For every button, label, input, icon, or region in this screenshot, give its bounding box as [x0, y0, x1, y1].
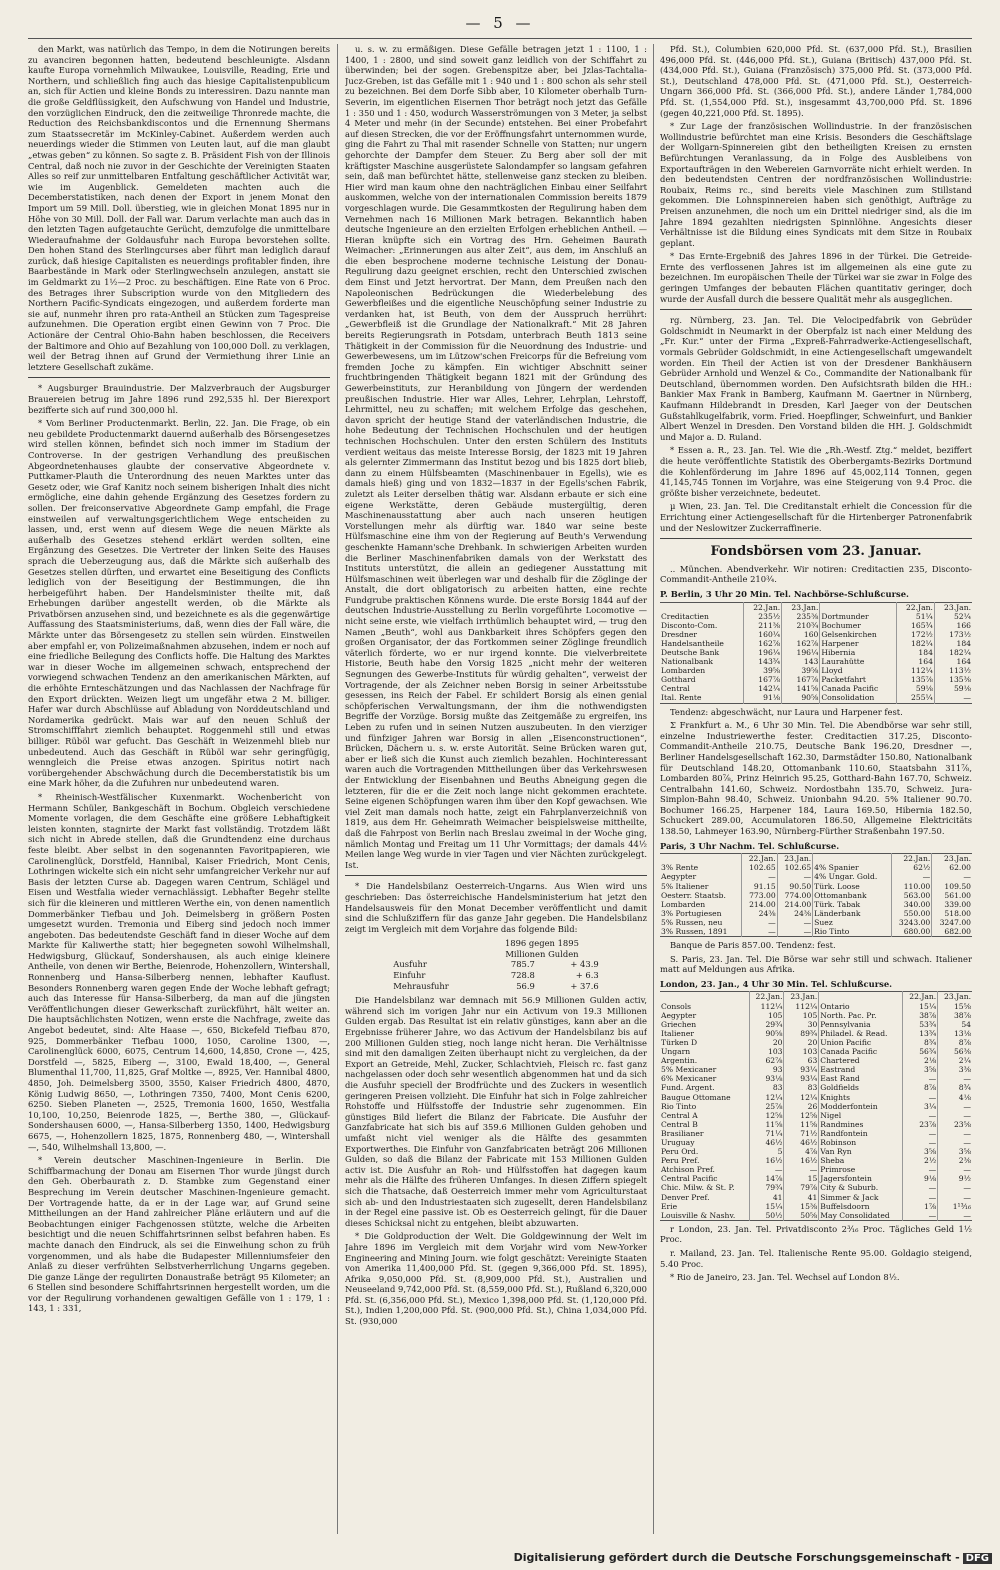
- table-row: 6% Mexicaner 93⅛ 93¼ East Rand — —: [661, 1074, 971, 1084]
- table-row: Creditactien 235½ 235⅜ Dortmunder 51¼ 52¼: [661, 611, 971, 621]
- london-heading: London, 23. Jan., 4 Uhr 30 Min. Tel. Schlußcurse.: [660, 978, 893, 989]
- table-row: Central B 11⅝ 11⅝ Randmines 23⅞ 23⅝: [661, 1119, 971, 1129]
- table-row: Denver Pref. 41 41 Simmer & Jack — —: [661, 1192, 971, 1202]
- table-row: Lombarden 39⅝ 39⅝ Lloyd 112¼ 113½: [661, 666, 971, 676]
- article-ernte-tuerkei: * Das Ernte-Ergebniß des Jahres 1896 in der Türkei. Die Getreide-Ernte des verflossenen Jahres ist im allgemeinen als eine gute zu bezeichnen. Im europäischen Theile der Türkei war sie zwar in Folge des geringen Umfanges der bebauten Flächen quantitativ geringer, doch wurde der Ausfall durch die bessere Qualität mehr als ausgeglichen.: [660, 251, 972, 304]
- article-paragraph: u. s. w. zu ermäßigen. Diese Gefälle betragen jetzt 1 : 1100, 1 : 1400, 1 : 2800, und sind soweit ganz leidlich von der Schiffahrt zu überwinden; bei der sogen. Grebenspitze aber, bei Jzlas-Tachtalia-Jucz-Greben, ist das Gefälle mit 1 : 940 und 1 : 800 schon als sehr steil zu bezeichnen. Bei dem Dorfe Sibb aber, 10 Kilometer oberhalb Turn-Severin, im eigentlichen Eisernen Thor beträgt noch jetzt das Gefälle 1 : 350 und 1 : 450, wodurch Wasserströmungen von 3 Meter, ja selbst 4 Meter und mehr (in der Secunde) entstehen. Bei einer Probefahrt auf diesen Strecken, die vor der Eröffnungsfahrt unternommen wurde, ging die Fahrt zu Thal mit rasender Schnelle von Statten; nur ungern gehorchte der Dampfer dem Steuer. Zu Berg aber soll der mit kräftigster Maschine ausgerüstete Salondampfer so langsam gefahren sein, daß man befürchtet hätte, stellenweise ganz stecken zu bleiben. Hier wird man kaum ohne den nachträglichen Einbau einer Seilfahrt auskommen, welche von der internationalen Commission bereits 1879 vorgeschlagen wurde. Die Gesammtkosten der Regulirung haben dem Vernehmen nach 16 Millionen Mark betragen. Bekanntlich haben deutsche Ingenieure an den erzielten Erfolgen erheblichen Antheil. — Hieran knüpfte sich ein Vortrag des Hrn. Geheimen Baurath Weimacher: „Erinnerungen aus alter Zeit“, aus dem, im Anschluß an die eben besprochene moderne technische Leistung der Donau-Regulirung dazu geeignet erschien, recht den Unterschied zwischen dem Einst und Jetzt hervortrat. Der Mann, dem Preußen nach den Napoleonischen Bedrückungen die Wiederbelebung des Gewerbfleißes und die eigentliche Neuschöpfung seiner Industrie zu verdanken hat, ist Beuth, von dem der Ausspruch herrührt: „Gewerbfleiß ist die Grundlage der Nationalkraft.“ Mit 28 Jahren bereits Regierungsrath in Potsdam, unterbrach Beuth 1813 seine Thätigkeit in der Commission für die Neuordnung des Industrie- und Gewerbewesens, um im Lützow'schen Freicorps für die Befreiung vom fremden Joche zu kämpfen. Ein wichtiger Abschnitt seiner fruchtbringenden Thätigkeit begann 1821 mit der Gründung des Gewerbeinstituts, zur Heranbildung von Jüngern der werdenden preußischen Industrie. Hier war Alles, Lehrer, Lehrplan, Lehrstoff, Lehrmittel, neu zu schaffen; mit welchem Erfolge das geschehen, davon spricht der heutige Stand der vaterländischen Industrie, die hohe Bedeutung der Technischen Hochschulen und der heutigen technischen Hochschulen. Unter den ersten Schülern des Instituts verdient weitaus das meiste Interesse Borsig, der 1823 mit 19 Jahren als gelernter Zimmermann das Institut bezog und bis 1825 dort blieb, dann zu einem Hülfsbeamten (Maschinenbauer in Egells), wie es damals hieß) ging und von 1832—1837 in der Egells'schen Fabrik, zuletzt als Leiter derselben thätig war. Alsdann erbaute er sich eine eigene Werkstätte, deren Gebäude mustergültig, deren Maschinenausstattung aber auch nach unseren heutigen Vorstellungen mehr als dürftig war. 1840 war seine beste Hülfsmaschine eine ihm von der Regierung auf Beuth's Verwendung geschenkte Hamann'sche Drehbank. In schwierigen Arbeiten wurden die Berliner Maschinenfabriken damals von der Werkstatt des Instituts unterstützt, die allein an gediegener Ausstattung mit Hülfsmaschinen weit überlegen war und deshalb für die Zöglinge der Anstalt, die dort obligatorisch zu arbeiten hatten, eine rechte Fundgrube praktischen Könnens wurde. Die erste Borsig 1844 auf der deutschen Industrie-Ausstellung zu Berlin vorgeführte Locomotive — nicht seine erste, wie vielfach irrthümlich behauptet wird, — trug den Namen „Beuth“, wohl aus Dankbarkeit ihres Schöpfers gegen den großen Organisator, der das Fortkommen seiner Zöglinge freundlich väterlich förderte, wo er nur irgend konnte. Die vielverbreitete Historie, Beuth habe den Vorsig 1825 „nicht mehr der weiteren Segnungen des Gewerbe-Instituts für würdig gehalten“, verweist der Vortragende, der als Zeichner neben Borsig in seiner Arbeitsstube gesessen, ins Reich der Fabel. Er schildert Borsig als einen genial schöpferischen Verwaltungsmann, der ihm die nothwendigsten Begriffe der Vorzüge. Borsig mußte das Zeitgemäße zu ergreifen, ins Leben zu rufen und in seinen Nutzen auszubeuten. In den vierziger und fünfziger Jahren war Borsig in allen „Eisenconstructionen“, Brücken, Dächern u. s. w. erste Autorität. Seine Brücken waren gut, aber er ließ sich die Kunst auch ziemlich bezahlen. Hochinteressant waren auch die Vortragenden Mittheilungen über das Verkehrswesen der Entwicklung der Eisenbahnen und Beuths Abneigung gegen die letzteren, für die er die Zeit noch lange nicht gekommen erachtete. Seine eigenen Schöpfungen waren ihm über den Kopf gewachsen. Wie viel Zeit man damals noch hatte, zeigt ein Fahrplanverzeichniß von 1819, aus dem Hr. Geheimrath Weimacher beispielsweise mittheilte, daß die Fahrpost von Berlin nach Breslau zweimal in der Woche ging, nämlich Montag und Freitag um 11 Uhr Vormittags; der damals 44½ Meilen lange Weg wurde in vier Tagen und vier Nächten zurückgelegt. Ist.: [345, 44, 647, 870]
- separator: [660, 309, 972, 310]
- table-row: Türken D 20 20 Union Pacific 8¾ 8⅞: [661, 1037, 971, 1047]
- column-divider: [337, 44, 338, 1534]
- market-muenchen: .. München. Abendverkehr. Wir notiren: Creditactien 235, Disconto-Commandit-Antheile 210¾.: [660, 563, 972, 585]
- table-row: Peru Pref. 16½ 16½ Sheba 2½ 2⅜: [661, 1156, 971, 1166]
- market-london: r London, 23. Jan. Tel. Privatdisconto 2³⁄₁₆ Proc. Tägliches Geld 1½ Proc.: [660, 1223, 972, 1245]
- berlin-tendenz: Tendenz: abgeschwächt, nur Laura und Harpener fest.: [670, 706, 903, 717]
- article-augsburger-brauindustrie: * Augsburger Brauindustrie. Der Malzverbrauch der Augsburger Brauereien betrug im Jahre 1896 rund 292,535 hl. Der Bierexport bezifferte sich auf rund 300,000 hl.: [28, 383, 330, 415]
- table-row: 5% Russen, neu — — Suez 3243.00 3247.00: [661, 917, 971, 927]
- table-row: Louisville & Nashv. 50½ 50⅝ May Consolidated — —: [661, 1210, 971, 1220]
- table-header-row: 22.Jan. 23.Jan. 22.Jan. 23.Jan.: [660, 854, 972, 864]
- table-row: Ausfuhr 785.7 + 43.9: [393, 959, 599, 970]
- article-paragraph: Pfd. St.), Columbien 620,000 Pfd. St. (637,000 Pfd. St.), Brasilien 496,000 Pfd. St. (446,000 Pfd. St.), Guiana (Britisch) 437,000 Pfd. St. (434,000 Pfd. St.), Guiana (Französisch) 375,000 Pfd. St. (373,000 Pfd. St.), Deutschland 478,000 Pfd. St. (471,000 Pfd. St.), Oesterreich-Ungarn 366,000 Pfd. St. (366,000 Pfd. St.), andere Länder 1,784,000 Pfd. St. (1,554,000 Pfd. St.), insgesammt 43,700,000 Pfd. St. 1896 (gegen 40,221,000 Pfd. St. 1895).: [660, 44, 972, 118]
- page-number: — 5 —: [465, 14, 535, 32]
- table-header: 1896 gegen 1895: [504, 938, 579, 949]
- table-row: Peru Ord. 5 4⅞ Van Ryn 3⅝ 3⅝: [661, 1147, 971, 1157]
- article-wollindustrie: * Zur Lage der französischen Wollindustrie. In der französischen Wollindustrie befürchtet man eine Krisis. Besonders die Geschäftslage der Wollgarn-Spinnereien gibt den betheiligten Kreisen zu ernsten Befürchtungen Veranlassung, da in Folge des Ausbleibens von Exportaufträgen in den Webereien Garnvorräte nicht erhielt werden. In den bedeutendsten Centren der nordfranzösischen Wollindustrie: Roubaix, Reims rc., sind bereits viele Maschinen zum Stillstand gekommen. Die Lohnspinnereien haben sich genöthigt, Aufträge zu Preisen anzunehmen, die noch um ein Drittel niedriger sind, als die im Jahre 1894 gezahlten niedrigsten Spinnlöhne. Angesichts dieser Verhältnisse ist die Bildung eines Syndicats mit dem Sitze in Roubaix geplant.: [660, 121, 972, 248]
- table-row: Deutsche Bank 196¼ 196¼ Hibernia 184 182¼: [661, 647, 971, 657]
- column-left: [28, 44, 330, 1534]
- handelsbilanz-table: [390, 938, 601, 991]
- market-frankfurt: Σ Frankfurt a. M., 6 Uhr 30 Min. Tel. Die Abendbörse war sehr still, einzelne Industriewerthe fester. Creditactien 317.25, Disconto-Commandit-Antheile 210.75, Deutsche Bank 196.20, Dresdner —, Berliner Handelsgesellschaft 162.30, Darmstädter 150.80, Nationalbank für Deutschland 148.20, Ottomanbank 110.60, Staatsbahn 311⅞, Lombarden 80⅞, Prinz Heinrich 95.25, Gotthard-Bahn 167.70, Schweiz. Centralbahn 141.60, Schweiz. Nordostbahn 135.70, Schweiz. Jura-Simplon-Bahn 98.40, Schweiz. Unionbahn 94.20. 5% Italiener 90.70. Bochumer 166.25, Harpener 184, Laura 169.50, Hibernia 182.50, Schuckert 289.00, Accumulatoren 186.50, Allgemeine Elektricitäts 138.50, Lahmeyer 163.90, Nürnberg-Fürther Straßenbahn 197.50.: [660, 720, 972, 837]
- table-row: 3% Portugiesen 24⅜ 24⅜ Länderbank 550.00 518.00: [661, 908, 971, 918]
- table-row: Aegypter — — 4% Ungar. Gold. — —: [661, 872, 971, 882]
- table-row: Atchison Pref. — — Primrose — —: [661, 1165, 971, 1175]
- market-mailand: r. Mailand, 23. Jan. Tel. Italienische Rente 95.00. Goldagio steigend, 5.40 Proc.: [660, 1248, 972, 1269]
- dfg-logo: DFG: [963, 1553, 992, 1564]
- table-row: Brasilianer 71¼ 71½ Randfontein — —: [661, 1128, 971, 1138]
- table-row: Central A 12⅝ 12⅝ Nigel — —: [661, 1110, 971, 1120]
- article-kuxenmarkt: * Rheinisch-Westfälischer Kuxenmarkt. Wochenbericht von Hermann Schüler, Bankgeschäft in Bochum. Obgleich verschiedene Momente vorlagen, die dem Geschäfte eine größere Lebhaftigkeit leisten konnten, stagnirte der Markt fast vollständig. Trotzdem läßt sich nicht in Abrede stellen, daß die Grundtendenz eine durchaus feste bleibt. Aber selbst in den sogenannten Favoritpapieren, wie Carolinenglück, Dorstfeld, Hannibal, Kaiser Friedrich, Mont Cenis, Lothringen wickelte sich ein nicht sehr umfangreicher Verkehr nur auf Basis der letzten Curse ab. Dagegen waren Centrum, Schlägel und Eisen und Westfalia wieder vernachlässigt. Lebhafter Begehr stellte sich für die kleineren und mittleren Werthe ein, von denen namentlich Dommerbänker Tiefbau und Joh. Deimelsberg in größern Posten umgesetzt wurden. Tremonia und Eiberg sind jedoch noch immer angeboten. Das bedeutendste Geschäft fand in dieser Woche auf dem Markte für Kaliwerthe statt; hier begegneten sowohl Wilhelmshall, Hedwigsburg, Glückauf, Sondershausen, als auch einige kleinere Antheile, von denen wir Berthe, Beienrode, Hohenzollern, Wintershall, Ronnenberg und Hansa-Silberberg nennen, lebhafter Kauflust. Besonders Ronnenberg waren gegen Ende der Woche lebhaft gefragt; auch das Interesse für Hansa-Silberberg, da man auf die jüngsten Veröffentlichungen dieser Gewerkschaft zurückführt, hält weiter an. Die hauptsächlichsten Notizen, wenn erste die Nachfrage, zweite das Angebot bedeutet, sind: Alte Haase —, 650, Bickefeld Tiefbau 870, 925, Dommerbänker Tiefbau 1000, 1050, Caroline 1300, —, Carolinenglück 6000, 6075, Centrum 14,600, 14,850, Crone —, 425, Dorstfeld —, 5825, Eiberg —, 3100, Ewald 18,400, —, General Blumenthal 11,700, 11,825, Graf Moltke —, 8925, Ver. Hannibal 4800, 4850, Joh. Deimelsberg 3500, 3550, Kaiser Friedrich 4800, 4870, König Ludwig 8650, —, Lothringen 7350, 7400, Mont Cenis 6200, 6250. Sieben Planeten —, 2525, Tremonia 1600, 1650, Westfalia 10,100, 10,250, Beienrode 1825, —, Berthe 380, —, Glückauf-Sondershausen 6000, —, Hansa-Silberberg 1350, 1400, Hedwigsburg 6675, —, Hohenzollern 1825, 1875, Ronnenberg 480, —, Wintershall —, 540, Wilhelmshall 13,800, —.: [28, 791, 330, 1152]
- column-divider: [653, 44, 654, 1534]
- article-maschinen-ingenieure: * Verein deutscher Maschinen-Ingenieure in Berlin. Die Schiffbarmachung der Donau am Eisernen Thor wurde jüngst durch den Geh. Oberbaurath z. D. Stambke zum Gegenstand einer Besprechung im Verein deutscher Maschinen-Ingenieure gemacht. Der Vortragende hatte, da er in der Lage war, auf Grund seine Mittheilungen an der Hand zahlreicher Pläne erläutern und auf die Beobachtungen einiger Fachgenossen stützte, welche die Arbeiten besichtigt und die neuen Schiffahrtsrinnen selbst befahren haben. Es machte danach den Eindruck, als sei die Einweihung schon zu früh vorgenommen, und als habe die Budapester Millenniumsfeier den Anlaß zu dieser verfrühten Selbstverherrlichung Ungarns gegeben. Die ganze Länge der regulirten Donaustraße beträgt 95 Kilometer; an 6 Stellen sind besondere Schiffahrtsrinnen hergestellt worden, um die vor der Regulirung vorhandenen gewaltigen Gefälle von 1 : 179, 1 : 143, 1 : 331,: [28, 1155, 330, 1314]
- article-handelsbilanz: * Die Handelsbilanz Oesterreich-Ungarns. Aus Wien wird uns geschrieben: Das österreichische Handelsministerium hat jetzt den Handelsausweis für den Monat December veröffentlicht und damit sind die Schlußziffern für das ganze Jahr gegeben. Die Handelsbilanz zeigt im Vergleich mit dem Vorjahre das folgende Bild:: [345, 881, 647, 934]
- berlin-table: [660, 602, 972, 704]
- table-row: Central Pacific 14⅞ 15 Jagersfontein 9⅛ 9½: [661, 1174, 971, 1184]
- market-rio: * Rio de Janeiro, 23. Jan. Tel. Wechsel auf London 8½.: [670, 1272, 900, 1283]
- table-row: Erie 15¼ 15⅜ Buffelsdoorn 1⅞ 1¹³⁄₁₆: [661, 1201, 971, 1211]
- column-middle: [345, 44, 647, 1534]
- table-row: 3% Russen, 1891 — — Rio Tinto 680.00 682.00: [661, 927, 971, 936]
- separator: [28, 377, 330, 378]
- berlin-heading: P. Berlin, 3 Uhr 20 Min. Tel. Nachbörse-Schlußcurse.: [660, 588, 909, 599]
- table-header-row: 22.Jan. 23.Jan. 22.Jan. 23.Jan.: [660, 992, 972, 1002]
- paris-heading: Paris, 3 Uhr Nachm. Tel. Schlußcurse.: [660, 840, 840, 851]
- table-row: Italiener 90⅝ 89¾ Philadel. & Read. 13¾ 13⅛: [661, 1028, 971, 1038]
- table-row: Argentin. 62⅞ 63 Chartered 2⅛ 2¼: [661, 1056, 971, 1066]
- table-row: Nationalbank 143¾ 143 Laurahütte 164 164: [661, 657, 971, 667]
- table-row: Aegypter 105 105 North. Pac. Pr. 38⅞ 38⅞: [661, 1010, 971, 1020]
- table-unit: Millionen Gulden: [505, 948, 579, 959]
- table-row: Handelsantheile 162⅞ 162⅞ Harpener 182¼ 184: [661, 638, 971, 648]
- article-goldproduction: * Die Goldproduction der Welt. Die Goldgewinnung der Welt im Jahre 1896 im Vergleich mit dem Vorjahr wird vom New-Yorker Engineering and Mining Journ. wie folgt geschätzt: Vereinigte Staaten von Amerika 11,400,000 Pfd. St. (gegen 9,366,000 Pfd. St. 1895), Afrika 9,050,000 Pfd. St. (8,909,000 Pfd. St.), Australien und Neuseeland 9,742,000 Pfd. St. (8,559,000 Pfd. St.), Rußland 6,320,000 Pfd. St. (6,356,000 Pfd. St.), Mexico 1,398,000 Pfd. St. (1,120,000 Pfd. St.), Indien 1,200,000 Pfd. St. (900,000 Pfd. St.), China 1,034,000 Pfd. St. (930,000: [345, 1231, 647, 1327]
- table-row: Rio Tinto 25⅞ 26 Modderfontein 3¼ —: [661, 1101, 971, 1111]
- separator: [660, 538, 972, 539]
- table-row: Ital. Rente 91⅛ 90⅝ Consolidation 255¼ —: [661, 693, 971, 703]
- section-title: Fondsbörsen vom 23. Januar.: [710, 544, 922, 560]
- market-paris: S. Paris, 23. Jan. Tel. Die Börse war sehr still und schwach. Italiener matt auf Meldungen aus Afrika.: [660, 953, 972, 975]
- paris-table: [660, 853, 972, 937]
- digitization-footer: [514, 1551, 992, 1564]
- article-paragraph: Die Handelsbilanz war demnach mit 56.9 Millionen Gulden activ, während sich im vorigen Jahr nur ein Activum von 19.3 Millionen Gulden ergab. Das Resultat ist ein relativ günstiges, kann aber an die Ergebnisse früherer Jahre, wo das Activum der Handelsbilanz bis auf 200 Millionen Gulden stieg, noch lange nicht heran. Die Verhältnisse sind mit den damaligen Zeiten überhaupt nicht zu vergleichen, da der Export an Getreide, Mehl, Zucker, Schlachtvieh, Fleisch rc. fast ganz nachgelassen oder doch sehr wesentlich abgenommen hat und da sich die Ausfuhr speciell der Brodfrüchte und des Zuckers in wesentlich geringeren Preisen vollzieht. Die Einfuhr hat sich in Folge zahlreicher Rohstoffe und Hülfsstoffe der Industrie sehr zugenommen. Ein günstiges Bild liefert die Bilanz der Fabricate. Die Ausfuhr der Ganzfabricate hat sich bis auf 359.6 Millionen Gulden gehoben und umfaßt nicht viel weniger als die Hälfte des gesammten Exportwerthes. Die Einfuhr von Ganzfabricaten beträgt 206 Millionen Gulden, so daß die Bilanz der Fabricate mit 153 Millionen Gulden activ ist. Die Ausfuhr an Roh- und Hülfsstoffen hat dagegen kaum mehr als die Hälfte des früheren Umfanges. In diesen Ziffern spiegelt sich die Thatsache, daß Oesterreich immer mehr vom Agriculturstaat sich ab- und den Industriestaaten sich zugesellt, deren Handelsbilanz in der Regel eine passive ist. Ob es Oesterreich gelingt, für die Dauer dieses Schicksal nicht zu entgehen, bleibt abzuwarten.: [345, 995, 647, 1228]
- table-header-row: 22.Jan. 23.Jan. 22.Jan. 23.Jan.: [660, 602, 972, 612]
- table-row: 3% Rente 102.65 102.65 4% Spanier 62½ 62.00: [661, 863, 971, 873]
- column-right: [660, 44, 972, 1534]
- separator: [345, 875, 647, 876]
- table-row: Baugue Ottomane 12¼ 12¼ Knights — 4⅛: [661, 1092, 971, 1102]
- table-row: Chic. Milw. & St. P. 79¾ 79⅞ City & Suburb. — —: [661, 1183, 971, 1193]
- table-row: Disconto-Com. 211⅜ 210¾ Bochumer 165¾ 166: [661, 620, 971, 630]
- article-essen: * Essen a. R., 23. Jan. Tel. Wie die „Rh.-Westf. Ztg.“ meldet, beziffert die heute veröffentlichte Statistik des Oberbergamts-Bezirks Dortmund die Kohlenförderung im Jahre 1896 auf 45,002,114 Tonnen, gegen 41,145,745 Tonnen im Vorjahre, was eine Steigerung von 9.4 Proc. die größte bisher verzeichnete, bedeutet.: [660, 445, 972, 498]
- footer-text: Digitalisierung gefördert durch die Deutsche Forschungsgemeinschaft -: [513, 1551, 960, 1564]
- article-berliner-productenmarkt: * Vom Berliner Productenmarkt. Berlin, 22. Jan. Die Frage, ob ein neu gebildete Productenmarkt dauernd außerhalb des Börsengesetzes wird stellen können, befindet sich noch immer im Stadium der Controverse. In der gestrigen Verhandlung des preußischen Abgeordnetenhauses glaubte der conservative Abgeordnete v. Puttkamer-Plauth die Unterordnung des neuen Marktes unter das Gesetz oder, wie Graf Kanitz noch seinem bisherigen Inhalt dies nicht ermögliche, eine dahin gehende Ergänzung des Gesetzes fordern zu sollen. Der freiconservative Abgeordnete Gamp empfahl, die Frage einstweilen auf verwaltungsgerichtlichem Wege entscheiden zu lassen, und, erst wenn auf diesem Wege die neuen Märkte als außerhalb des Gesetzes stehend erklärt werden sollten, eine Ergänzung des Gesetzes. Die Vertreter der linken Seite des Hauses sprach die Ueberzeugung aus, daß die Märkte sich außerhalb des Gesetzes stellen dürften, und erwartet eine Beseitigung des Conflicts lediglich von der Beseitigung der Bestimmungen, die ihn herbeigeführt haben. Der Handelsminister theilte mit, daß Erhebungen darüber angestellt werden, ob die Märkte als Privatbörsen anzusehen sind, und bezeichnete es als die gegenwärtige Auffassung des Staatsministeriums, daß, wenn dies der Fall wäre, die Märkte unter das Börsengesetz zu stellen sein würden. Einstweilen aber empfahl er, von Polizeimaßnahmen abzusehen, indem er noch auf eine friedliche Beilegung des Conflicts hoffe. Die Haltung des Marktes war in dieser Woche im allgemeinen schwach, entsprechend der vorwiegend schwachen Tendenz an den amerikanischen Märkten, auf die erhöhte Ernteschätzungen und das Nachlassen der Nachfrage für den Export drückten. Weizen liegt um ungefähr etwa 2 M. billiger. Hafer war durch Abschlüsse auf Abladung von Norddeutschland und Nordamerika gedrückt. Mais war auf den neuen Schluß der Stromschifffahrt ziemlich behauptet. Roggenmehl still und etwas billiger. Rüböl war gefucht. Das Geschäft in Weizenmehl blieb nur unbedeutend. Auch das Geschäft in Rüböl war sehr geringfügig, wenngleich die Preise etwas anzogen. Spiritus notirt nach vorübergehender Abschwächung durch die Decemberstatistik bis um eine Mark höher, da die Zufuhren nur unbedeutend waren.: [28, 418, 330, 789]
- table-row: Consols 112¼ 112¼ Ontario 15¼ 15⅝: [661, 1001, 971, 1011]
- article-wien: µ Wien, 23. Jan. Tel. Die Creditanstalt erhielt die Concession für die Errichtung einer Actiengesellschaft für die Hirtenberger Patronenfabrik und der Neslowitzer Zuckerraffinerie.: [660, 501, 972, 533]
- table-row: Central 142¼ 141⅝ Canada Pacific 59⅛ 59⅛: [661, 684, 971, 694]
- article-nuernberg: rg. Nürnberg, 23. Jan. Tel. Die Velocipedfabrik von Gebrüder Goldschmidt in Neumarkt in der Oberpfalz ist nach einer Meldung des „Fr. Kur.“ unter der Firma „Expreß-Fahrradwerke-Actiengesellschaft, vormals Gebrüder Goldschmidt, in eine Actiengesellschaft umgewandelt worden. Ein Theil der Actien ist von der Dresdener Bankhäusern Gebrüder Arnhold und Wenzel & Co., Commandite der Nationalbank für Deutschland, übernommen worden. Den Aufsichtsrath bilden die HH.: Bankier Max Frank in Bamberg, Kaufmann M. Gaertner in Nürnberg, Kaufmann Hildebrandt in Dresden, Karl Jaeger von der Deutschen Gußstahlkugelfabrik, vorm. Fried. Hoepflinger, Schweinfurt, und Bankier Albert Wenzel in Dresden. Den Vorstand bilden die HH. J. Goldschmidt und Major a. D. Ruland.: [660, 315, 972, 442]
- london-table: [660, 991, 972, 1220]
- paris-tendenz: Banque de Paris 857.00. Tendenz: fest.: [670, 940, 836, 951]
- table-row: Einfuhr 728.8 + 6.3: [393, 970, 599, 981]
- header-rule: [28, 38, 972, 39]
- table-row: Lombarden 214.00 214.00 Türk. Tabak 340.00 339.00: [661, 899, 971, 909]
- table-row: 5% Mexicaner 93 93¼ Eastrand 3⅝ 3⅜: [661, 1065, 971, 1075]
- table-row: Griechen 29¾ 30 Pennsylvania 53¾ 54: [661, 1019, 971, 1029]
- table-row: Uruguay 46½ 46½ Robinson — —: [661, 1137, 971, 1147]
- table-row: Oesterr. Staatsb. 773.00 774.00 Ottomanbank 563.00 561.00: [661, 890, 971, 900]
- table-row: Gotthard 167⅞ 167⅞ Packetfahrt 135⅞ 135⅜: [661, 675, 971, 685]
- article-paragraph: den Markt, was natürlich das Tempo, in dem die Notirungen bereits zu avanciren begonnen hatten, bedeutend beschleunigte. Alsdann kaufte Europa vornehmlich Milwaukee, Louisville, Reading, Erie und Northern, und schließlich fing auch das hiesige Capitalistenpublicum an, sich für Actien und kleine Bonds zu interessiren. Dazu nannte man die große Geldflüssigkeit, den Aufschwung von Handel und Industrie, den vorzüglichen Eindruck, den die zeitweilige Thronrede machte, die Reduction des Reichsbankdiscontos und die Ernennung Shermans zum Staatssecretär im McKinley-Cabinet. Außerdem werden auch neuerdings wieder die Stimmen von Leuten laut, auf die man glaubt „etwas geben“ zu können. So sagte z. B. Präsident Fish von der Illinois Central, daß noch nie zuvor in der Geschichte der Vereinigten Staaten Alles so reif zur unmittelbaren Entfaltung geschäftlicher Activität war, wie im Augenblick. Gemeldeten machten auch die Decemberstatistiken, nach denen der Export in jenem Monat den Import um 59 Mill. Doll. überstieg, wie in gleichen Monat 1895 nur in Höhe von 30 Mill. Doll. der Fall war. Darum verlachte man auch das in den letzten Tagen aufgetauchte Gerücht, demzufolge die unmittelbare Wiederaufnahme der Goldausfuhr nach Europa bevorstehen sollte. Den hohen Stand des Sterlingcurses aber führt man lediglich darauf zurück, daß hiesige Capitalisten es neuerdings profitabler finden, ihre Baarbestände in Mark oder Sterlingwechseln anzulegen, anstatt sie im Geldmarkt zu 1½—2 Proc. zu beschäftigen. Eine Rate von 6 Proc. des Betrages ihrer Subscription wurde von den Mitgliedern des Northern Pacific-Syndicats eingezogen, und außerdem forderte man sie auf, nunmehr ihren pro rata-Antheil an Stücken zum Tagespreise aufzunehmen. Die Operation ergibt einen Gewinn von 7 Proc. Die Actionäre der Central Ohio-Bahn haben beschlossen, die Receivers der Baltimore and Ohio auf Bezahlung von 100,000 Doll. zu verklagen, weil der Betrag ihnen auf Grund der Vermiethung ihrer Linie an letztere Gesellschaft zukäme.: [28, 44, 330, 372]
- table-row: Ungarn 103 103 Canada Pacific 56¾ 56⅜: [661, 1047, 971, 1057]
- table-row: Fund. Argent. 83 83 Goldfields 8⅞ 8¾: [661, 1083, 971, 1093]
- table-row: 5% Italiener 91.15 90.50 Türk. Loose 110.00 109.50: [661, 881, 971, 891]
- table-row: Mehrausfuhr 56.9 + 37.6: [393, 980, 599, 991]
- table-row: Dresdner 160¼ 160 Gelsenkirchen 172½ 173½: [661, 629, 971, 639]
